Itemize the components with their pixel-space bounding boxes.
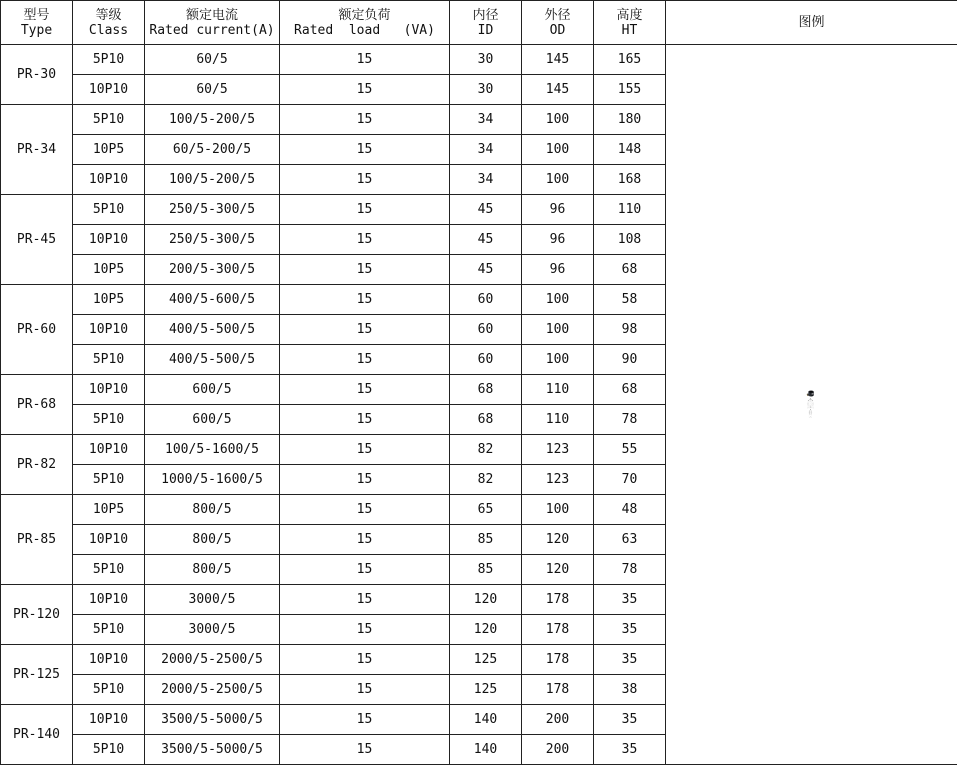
inner-diameter-cell: 125	[450, 675, 522, 705]
class-cell: 5P10	[73, 555, 145, 585]
class-cell: 10P5	[73, 135, 145, 165]
outer-diameter-cell: 200	[522, 735, 594, 765]
class-cell: 5P10	[73, 405, 145, 435]
inner-diameter-cell: 85	[450, 555, 522, 585]
outer-diameter-cell: 145	[522, 75, 594, 105]
class-cell: 10P5	[73, 285, 145, 315]
rated-load-cell: 15	[280, 435, 450, 465]
rated-current-cell: 60/5-200/5	[145, 135, 280, 165]
inner-diameter-cell: 140	[450, 705, 522, 735]
outer-diameter-cell: 100	[522, 135, 594, 165]
header-height: 高度 HT	[594, 1, 666, 45]
height-cell: 70	[594, 465, 666, 495]
type-cell: PR-140	[1, 705, 73, 765]
ht-dimension-label	[810, 416, 811, 417]
height-cell: 155	[594, 75, 666, 105]
height-cell: 58	[594, 285, 666, 315]
height-cell: 180	[594, 105, 666, 135]
od-dimension-label	[810, 407, 811, 408]
height-cell: 68	[594, 375, 666, 405]
header-class: 等级 Class	[73, 1, 145, 45]
rated-load-cell: 15	[280, 45, 450, 75]
outer-diameter-cell: 123	[522, 435, 594, 465]
outer-diameter-cell: 100	[522, 105, 594, 135]
class-cell: 10P10	[73, 375, 145, 405]
inner-diameter-cell: 30	[450, 45, 522, 75]
class-cell: 5P10	[73, 345, 145, 375]
inner-diameter-cell: 45	[450, 255, 522, 285]
height-cell: 68	[594, 255, 666, 285]
height-cell: 148	[594, 135, 666, 165]
class-cell: 10P10	[73, 225, 145, 255]
inner-diameter-cell: 68	[450, 405, 522, 435]
outer-diameter-cell: 96	[522, 255, 594, 285]
type-cell: PR-68	[1, 375, 73, 435]
outer-diameter-cell: 200	[522, 705, 594, 735]
inner-diameter-cell: 45	[450, 225, 522, 255]
photo-model-label: PR	[809, 398, 812, 400]
header-outer-diameter: 外径 OD	[522, 1, 594, 45]
height-cell: 90	[594, 345, 666, 375]
inner-diameter-cell: 125	[450, 645, 522, 675]
height-cell: 38	[594, 675, 666, 705]
inner-diameter-cell: 34	[450, 165, 522, 195]
rated-current-cell: 3500/5-5000/5	[145, 705, 280, 735]
type-cell: PR-85	[1, 495, 73, 585]
type-cell: PR-120	[1, 585, 73, 645]
class-cell: 10P10	[73, 525, 145, 555]
rated-current-cell: 250/5-300/5	[145, 195, 280, 225]
type-cell: PR-82	[1, 435, 73, 495]
outer-diameter-cell: 120	[522, 525, 594, 555]
class-cell: 10P5	[73, 495, 145, 525]
inner-diameter-cell: 65	[450, 495, 522, 525]
inner-diameter-cell: 140	[450, 735, 522, 765]
type-cell: PR-60	[1, 285, 73, 375]
class-cell: 10P10	[73, 75, 145, 105]
inner-diameter-cell: 82	[450, 465, 522, 495]
rated-current-cell: 800/5	[145, 525, 280, 555]
height-cell: 55	[594, 435, 666, 465]
inner-diameter-cell: 30	[450, 75, 522, 105]
height-cell: 108	[594, 225, 666, 255]
table-row	[1, 45, 957, 75]
outer-diameter-cell: 100	[522, 285, 594, 315]
header-row	[1, 1, 957, 45]
rated-load-cell: 15	[280, 735, 450, 765]
outer-diameter-cell: 100	[522, 315, 594, 345]
outer-diameter-cell: 100	[522, 165, 594, 195]
type-cell: PR-45	[1, 195, 73, 285]
rated-load-cell: 15	[280, 285, 450, 315]
height-cell: 78	[594, 555, 666, 585]
rated-current-cell: 400/5-600/5	[145, 285, 280, 315]
rated-load-cell: 15	[280, 255, 450, 285]
header-rated-current: 额定电流 Rated current(A)	[145, 1, 280, 45]
inner-diameter-cell: 45	[450, 195, 522, 225]
header-type: 型号 Type	[1, 1, 73, 45]
rated-load-cell: 15	[280, 225, 450, 255]
class-cell: 10P10	[73, 585, 145, 615]
rated-current-cell: 3000/5	[145, 585, 280, 615]
class-cell: 10P10	[73, 315, 145, 345]
figure-drawing	[666, 390, 957, 419]
inner-diameter-cell: 60	[450, 285, 522, 315]
class-cell: 5P10	[73, 675, 145, 705]
class-cell: 10P10	[73, 435, 145, 465]
front-view-drawing	[807, 400, 814, 408]
outer-diameter-cell: 110	[522, 405, 594, 435]
inner-diameter-cell: 34	[450, 135, 522, 165]
height-cell: 110	[594, 195, 666, 225]
rated-load-cell: 15	[280, 495, 450, 525]
rated-load-cell: 15	[280, 645, 450, 675]
rated-current-cell: 600/5	[145, 375, 280, 405]
class-cell: 5P10	[73, 195, 145, 225]
transformer-photo	[807, 391, 814, 400]
rated-load-cell: 15	[280, 375, 450, 405]
header-figure: 图例	[666, 1, 957, 45]
outer-diameter-cell: 96	[522, 195, 594, 225]
rated-current-cell: 200/5-300/5	[145, 255, 280, 285]
rated-current-cell: 1000/5-1600/5	[145, 465, 280, 495]
class-cell: 10P10	[73, 165, 145, 195]
height-cell: 63	[594, 525, 666, 555]
height-cell: 35	[594, 645, 666, 675]
class-cell: 5P10	[73, 45, 145, 75]
class-cell: 5P10	[73, 465, 145, 495]
height-cell: 35	[594, 585, 666, 615]
rated-current-cell: 60/5	[145, 45, 280, 75]
rated-load-cell: 15	[280, 675, 450, 705]
height-cell: 35	[594, 615, 666, 645]
height-cell: 35	[594, 705, 666, 735]
rated-current-cell: 3500/5-5000/5	[145, 735, 280, 765]
outer-diameter-cell: 100	[522, 345, 594, 375]
rated-current-cell: 3000/5	[145, 615, 280, 645]
type-cell: PR-125	[1, 645, 73, 705]
rated-current-cell: 800/5	[145, 555, 280, 585]
rated-load-cell: 15	[280, 135, 450, 165]
height-cell: 48	[594, 495, 666, 525]
inner-diameter-cell: 34	[450, 105, 522, 135]
rated-load-cell: 15	[280, 105, 450, 135]
height-cell: 98	[594, 315, 666, 345]
rated-current-cell: 2000/5-2500/5	[145, 675, 280, 705]
inner-diameter-cell: 60	[450, 315, 522, 345]
table-body	[1, 45, 957, 765]
inner-diameter-cell: 68	[450, 375, 522, 405]
outer-diameter-cell: 178	[522, 585, 594, 615]
outer-diameter-cell: 120	[522, 555, 594, 585]
type-cell: PR-34	[1, 105, 73, 195]
outer-diameter-cell: 178	[522, 675, 594, 705]
rated-current-cell: 60/5	[145, 75, 280, 105]
outer-diameter-cell: 178	[522, 645, 594, 675]
rated-load-cell: 15	[280, 165, 450, 195]
rated-current-cell: 100/5-1600/5	[145, 435, 280, 465]
figure-cell	[666, 45, 957, 765]
inner-diameter-cell: 120	[450, 585, 522, 615]
rated-current-cell: 800/5	[145, 495, 280, 525]
rated-load-cell: 15	[280, 75, 450, 105]
inner-diameter-cell: 85	[450, 525, 522, 555]
rated-load-cell: 15	[280, 585, 450, 615]
class-cell: 10P5	[73, 255, 145, 285]
height-cell: 35	[594, 735, 666, 765]
id-dimension-label	[810, 406, 811, 407]
rated-load-cell: 15	[280, 705, 450, 735]
class-cell: 5P10	[73, 615, 145, 645]
rated-load-cell: 15	[280, 405, 450, 435]
type-cell: PR-30	[1, 45, 73, 105]
rated-load-cell: 15	[280, 615, 450, 645]
outer-diameter-cell: 178	[522, 615, 594, 645]
class-cell: 5P10	[73, 735, 145, 765]
rated-load-cell: 15	[280, 345, 450, 375]
height-cell: 78	[594, 405, 666, 435]
height-cell: 165	[594, 45, 666, 75]
inner-diameter-cell: 82	[450, 435, 522, 465]
rated-load-cell: 15	[280, 315, 450, 345]
rated-current-cell: 400/5-500/5	[145, 345, 280, 375]
header-rated-load: 额定负荷 Rated load (VA)	[280, 1, 450, 45]
outer-diameter-cell: 123	[522, 465, 594, 495]
inner-diameter-cell: 60	[450, 345, 522, 375]
rated-current-cell: 250/5-300/5	[145, 225, 280, 255]
rated-current-cell: 100/5-200/5	[145, 165, 280, 195]
rated-current-cell: 100/5-200/5	[145, 105, 280, 135]
class-cell: 10P10	[73, 705, 145, 735]
rated-current-cell: 400/5-500/5	[145, 315, 280, 345]
rated-load-cell: 15	[280, 195, 450, 225]
height-cell: 168	[594, 165, 666, 195]
outer-diameter-cell: 100	[522, 495, 594, 525]
outer-diameter-cell: 110	[522, 375, 594, 405]
rated-load-cell: 15	[280, 465, 450, 495]
class-cell: 10P10	[73, 645, 145, 675]
rated-load-cell: 15	[280, 555, 450, 585]
inner-diameter-cell: 120	[450, 615, 522, 645]
class-cell: 5P10	[73, 105, 145, 135]
rated-current-cell: 2000/5-2500/5	[145, 645, 280, 675]
rated-load-cell: 15	[280, 525, 450, 555]
outer-diameter-cell: 145	[522, 45, 594, 75]
side-view-drawing	[808, 409, 812, 417]
rated-current-cell: 600/5	[145, 405, 280, 435]
header-inner-diameter: 内径 ID	[450, 1, 522, 45]
outer-diameter-cell: 96	[522, 225, 594, 255]
